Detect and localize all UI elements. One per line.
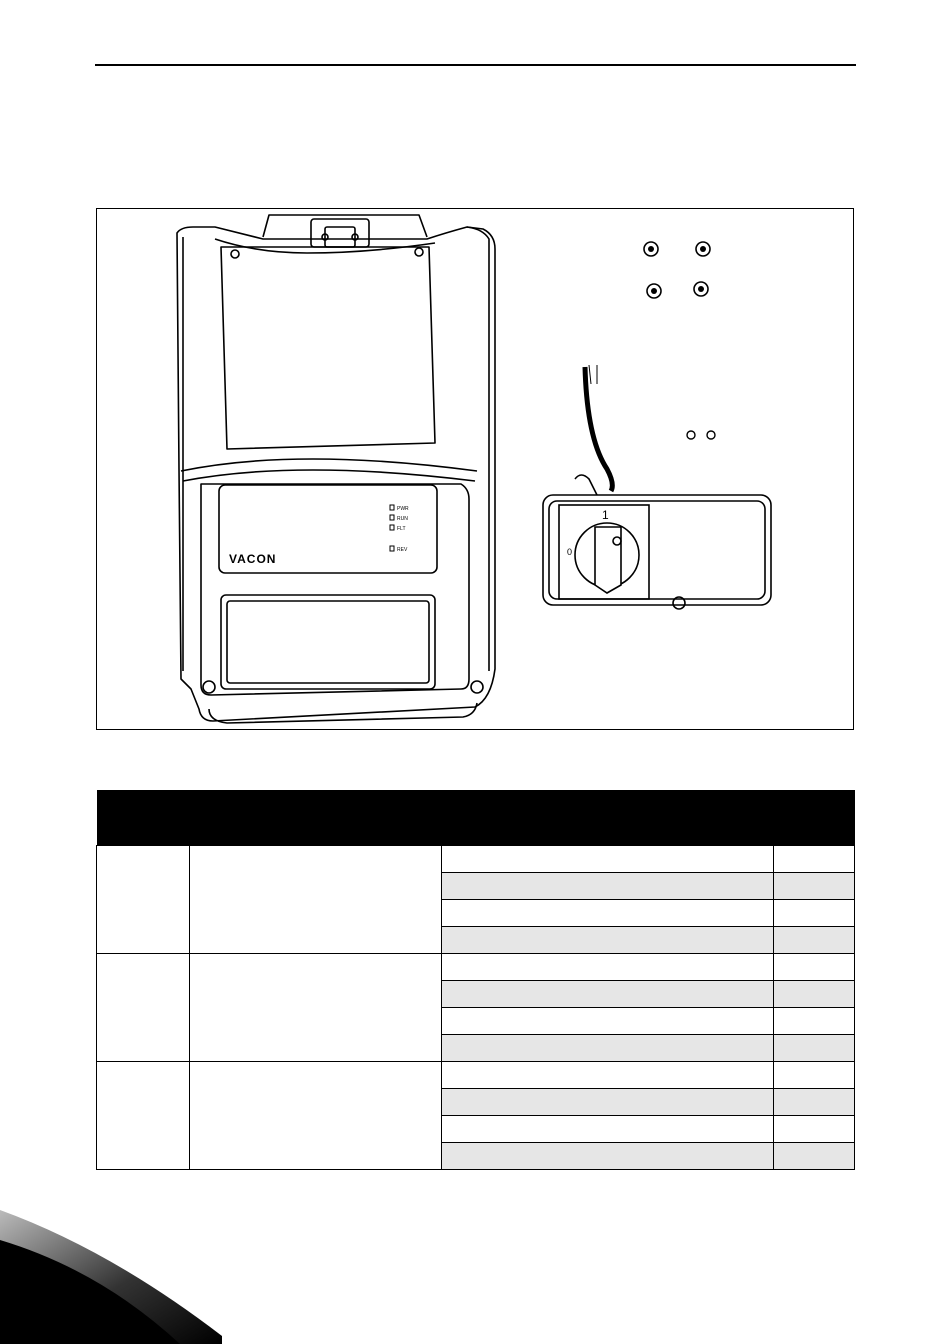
header-cell <box>190 790 442 846</box>
item-cell <box>442 1035 774 1062</box>
group-id-cell <box>97 846 190 954</box>
qty-cell <box>774 873 855 900</box>
lower-window <box>221 595 435 689</box>
led-label-run: RUN <box>397 516 408 522</box>
drive-illustration <box>97 209 855 731</box>
top-connector <box>311 219 369 247</box>
item-cell <box>442 1062 774 1089</box>
qty-cell <box>774 927 855 954</box>
qty-cell <box>774 1008 855 1035</box>
item-cell <box>442 1089 774 1116</box>
header-cell <box>774 790 855 846</box>
qty-cell <box>774 981 855 1008</box>
parts-table-header <box>97 790 855 846</box>
header-rule <box>95 64 856 66</box>
qty-cell <box>774 1062 855 1089</box>
brand-logo: VACON <box>229 552 277 566</box>
led-indicators <box>390 505 409 553</box>
table-row <box>97 1062 855 1089</box>
corner-swoosh-decoration <box>0 1200 230 1344</box>
qty-cell <box>774 1089 855 1116</box>
led-label-pwr: PWR <box>397 506 409 512</box>
switch-cable <box>585 365 612 491</box>
qty-cell <box>774 846 855 873</box>
item-cell <box>442 1143 774 1170</box>
item-cell <box>442 873 774 900</box>
group-id-cell <box>97 1062 190 1170</box>
group-description-cell <box>190 954 442 1062</box>
item-cell <box>442 1116 774 1143</box>
switch-position-label: 1 <box>602 508 609 522</box>
cover-screw-right <box>415 248 423 256</box>
qty-cell <box>774 1116 855 1143</box>
qty-cell <box>774 954 855 981</box>
cover-screw-left <box>231 250 239 258</box>
qty-cell <box>774 900 855 927</box>
group-description-cell <box>190 846 442 954</box>
led-label-rev: REV <box>397 547 408 553</box>
item-cell <box>442 1008 774 1035</box>
header-cell <box>442 790 774 846</box>
parts-table <box>96 790 855 1170</box>
led-label-flt: FLT <box>397 526 406 532</box>
mounting-screws <box>644 242 715 439</box>
table-row <box>97 954 855 981</box>
item-cell <box>442 927 774 954</box>
header-cell <box>97 790 190 846</box>
qty-cell <box>774 1143 855 1170</box>
group-description-cell <box>190 1062 442 1170</box>
upper-cover <box>221 247 435 449</box>
item-cell <box>442 954 774 981</box>
item-cell <box>442 846 774 873</box>
qty-cell <box>774 1035 855 1062</box>
group-id-cell <box>97 954 190 1062</box>
item-cell <box>442 900 774 927</box>
table-row <box>97 846 855 873</box>
item-cell <box>442 981 774 1008</box>
mains-switch <box>543 475 771 609</box>
product-illustration-frame <box>96 208 854 730</box>
switch-off-label: 0 <box>567 547 573 557</box>
